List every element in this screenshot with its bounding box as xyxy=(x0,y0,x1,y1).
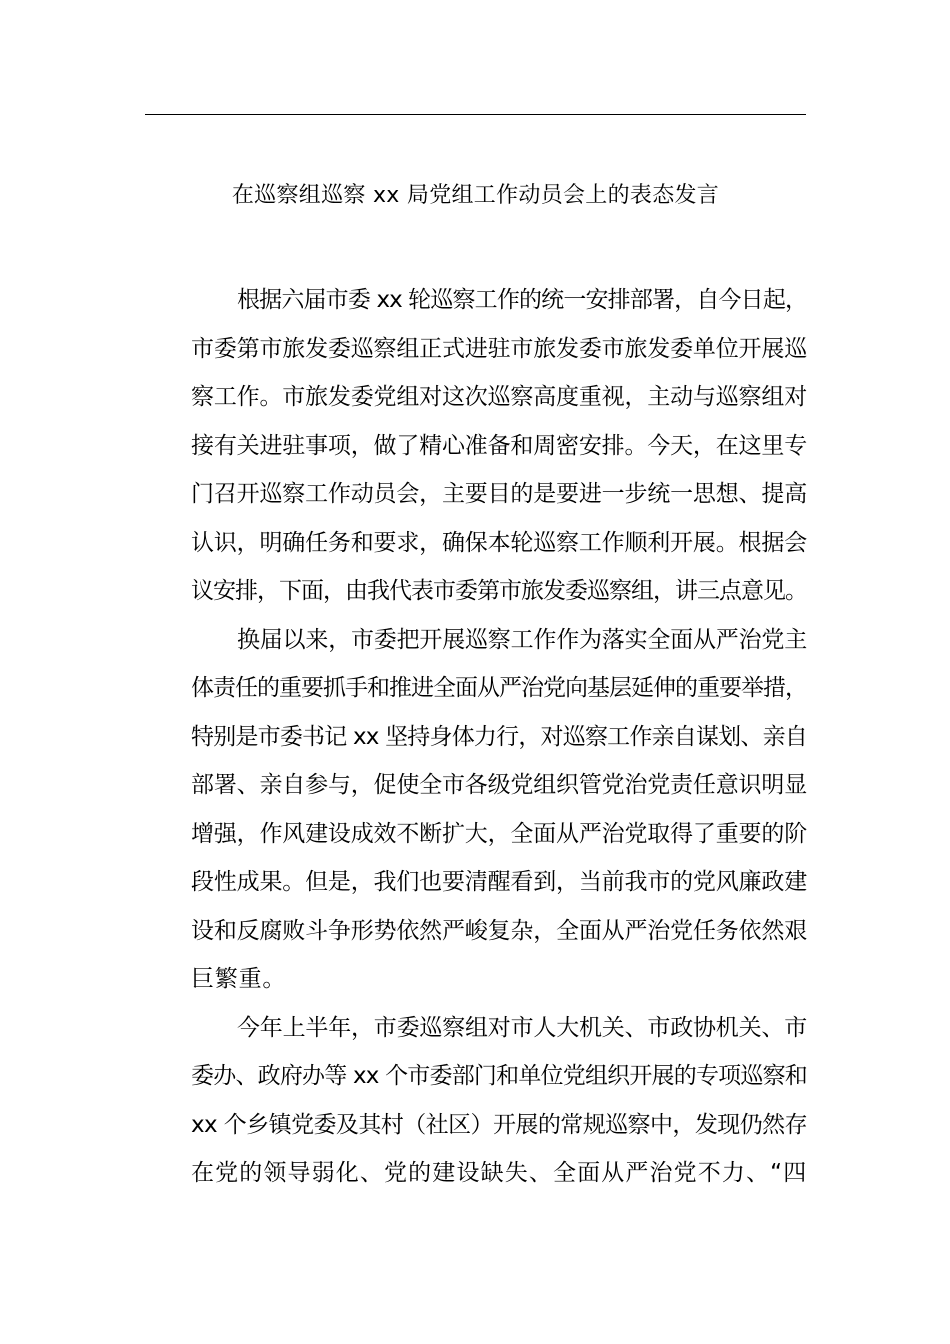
paragraph-3 xyxy=(145,1004,807,1198)
text-line: 认识，明确任务和要求，确保本轮巡察工作顺利开展。根据会 xyxy=(191,529,807,556)
text-line: 察工作。市旅发委党组对这次巡察高度重视，主动与巡察组对 xyxy=(191,384,807,410)
text-line: 根据六届市委 xx 轮巡察工作的统一安排部署，自今日起， xyxy=(237,287,807,313)
text-line: 接有关进驻事项，做了精心准备和周密安排。今天，在这里专 xyxy=(191,432,807,459)
text-line: 换届以来，市委把开展巡察工作作为落实全面从严治党主 xyxy=(237,626,808,653)
text-line: 在党的领导弱化、党的建设缺失、全面从严治党不力、“四 xyxy=(191,1160,807,1186)
text-line: 议安排，下面，由我代表市委第市旅发委巡察组，讲三点意见。 xyxy=(191,578,807,604)
paragraph-2 xyxy=(145,616,807,1004)
text-line: 市委第市旅发委巡察组正式进驻市旅发委市旅发委单位开展巡 xyxy=(191,335,807,362)
text-line: 特别是市委书记 xx 坚持身体力行，对巡察工作亲自谋划、亲自 xyxy=(191,723,807,750)
document-body xyxy=(145,276,807,1198)
text-line: 部署、亲自参与，促使全市各级党组织管党治党责任意识明显 xyxy=(191,772,807,798)
text-line: 增强，作风建设成效不断扩大，全面从严治党取得了重要的阶 xyxy=(191,820,807,847)
text-line: 巨繁重。 xyxy=(191,966,287,992)
text-line: xx 个乡镇党委及其村（社区）开展的常规巡察中，发现仍然存 xyxy=(191,1111,807,1138)
text-line: 今年上半年，市委巡察组对市人大机关、市政协机关、市 xyxy=(237,1014,808,1041)
text-line: 设和反腐败斗争形势依然严峻复杂，全面从严治党任务依然艰 xyxy=(191,917,807,944)
text-line: 体责任的重要抓手和推进全面从严治党向基层延伸的重要举措， xyxy=(191,675,807,701)
text-line: 门召开巡察工作动员会，主要目的是要进一步统一思想、提高 xyxy=(191,481,807,507)
header-rule xyxy=(145,114,806,115)
text-line: 委办、政府办等 xx 个市委部门和单位党组织开展的专项巡察和 xyxy=(191,1063,807,1089)
paragraph-1 xyxy=(145,276,807,616)
document-title: 在巡察组巡察 xx 局党组工作动员会上的表态发言 xyxy=(231,183,720,208)
text-line: 段性成果。但是，我们也要清醒看到，当前我市的党风廉政建 xyxy=(191,869,807,895)
